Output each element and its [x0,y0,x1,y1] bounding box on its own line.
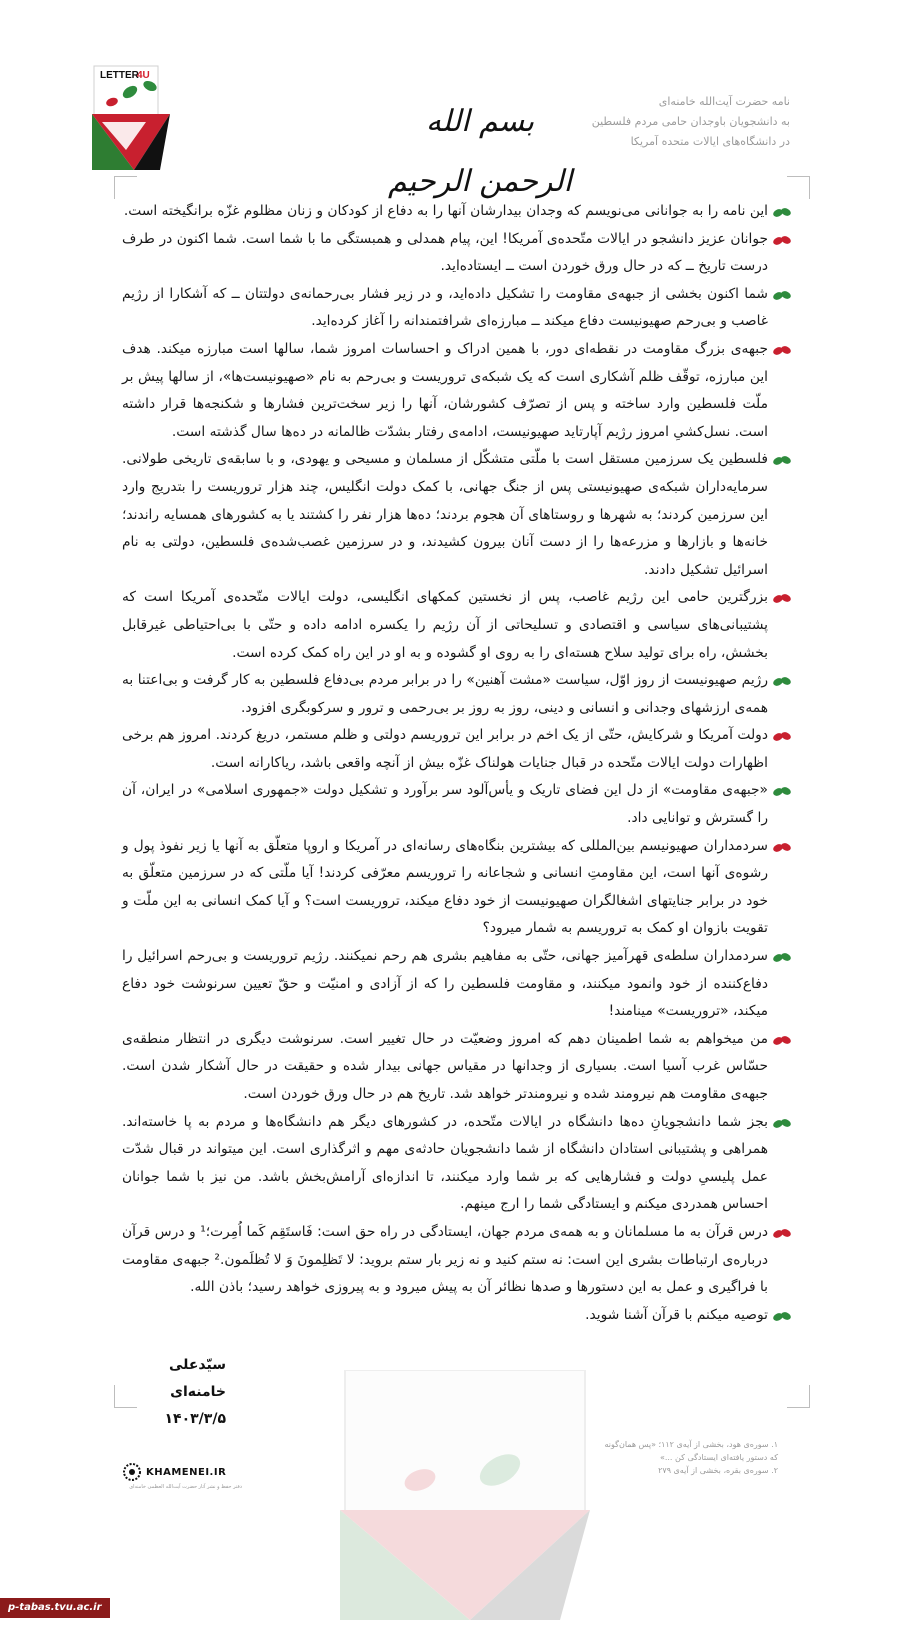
green-leaf-icon [772,675,792,687]
red-leaf-icon [772,344,792,356]
letter-paragraph [122,281,792,336]
green-leaf-icon [772,206,792,218]
letter-paragraph [122,833,792,943]
khamenei-ir-logo [122,1460,242,1484]
paragraph-text: جوانان عزیز دانشجو در ایالات متّحده‌ی آمریکا! این، پیام همدلی و همبستگی ما با شما است. شما اکنون در طرف درست تاریخ ــ که در حال ورق خوردن است ــ ایستاده‌اید. [122,230,768,275]
paragraph-text: فلسطین یک سرزمین مستقل است با ملّتی متشکّل از مسلمان و مسیحی و یهودی، و با سابقه‌ی تاریخی طولانی. سرمایه‌داران شبکه‌ی صهیونیستی پس از جنگ جهانی، با کمک دولت انگلیس، چند هزار تروریست را بتدریج وارد این سرزمین کردند؛ به شهرها و روستاهای آن هجوم بردند؛ ده‌ها هزار نفر را کشتند یا به کشورهای همسایه راندند؛ خانه‌ها و بازارها و مزرعه‌ها را از دست آنان بیرون کشیدند، و در سرزمین غصب‌شده‌ی فلسطین، دولتی به نام اسرائیل تشکیل دادند. [122,451,768,578]
logo-letter-text: LETTER [100,70,139,81]
signature-name: سیّدعلی خامنه‌ای [168,1357,226,1400]
signature-date: ۱۴۰۳/۳/۵ [164,1411,226,1427]
red-leaf-icon [772,1034,792,1046]
letter-paragraph [122,584,792,667]
paragraph-text: بجز شما دانشجویانِ ده‌ها دانشگاه در ایالات متّحده، در کشورهای دیگر هم دانشگاه‌ها و مردم به پا خاسته‌اند. همراهی و پشتیبانی استادان دانشگاه از شما دانشجویان حادثه‌ی مهم و اثرگذاری است. این میتواند در قبال شدّت عمل پلیسیِ دولت و فشارهایی که بر شما وارد میکنند، تا اندازه‌ای آرامش‌بخش باشد. من نیز با شما جوانان احساس همدردی میکنم و ایستادگی شما را ارج مینهم. [122,1113,768,1213]
letter-paragraph [122,336,792,446]
letter-paragraph [122,777,792,832]
site-url-label[interactable]: p-tabas.tvu.ac.ir [0,1598,110,1618]
paragraph-text: درس قرآن به ما مسلمانان و به همه‌ی مردم جهان، ایستادگی در راه حق است: فَاستَقِم کَما اُمِرت؛¹ و درس قرآن درباره‌ی ارتباطات بشری این است: نه ستم کنید و نه زیر بار ستم بروید: لا تَظلِمونَ وَ لا تُظلَمون.² جبهه‌ی مقاومت با فراگیری و عمل به این دستورها و صدها نظائر آن به پیش میرود و به پیروزی خواهد رسید؛ باذن الله. [122,1223,768,1296]
paragraph-text: سردمداران صهیونیسم بین‌المللی که بیشترین بنگاه‌های رسانه‌ای در آمریکا و اروپا متعلّق به آنها یا زیر نفوذ پول و رشوه‌ی آنها است، این مقاومتِ انسانی و شجاعانه را تروریسم معرّفی کردند! آیا ملّتی که در سرزمین متعلّق به خود در برابر جنایتهای اشغالگران صهیونیست از خود دفاع میکند، تروریست است؟ و آیا کمک انسانی به این ملّت و تقویت بازوان او کمک به تروریسم به شمار میرود؟ [122,837,768,937]
green-leaf-icon [772,785,792,797]
paragraph-text: دولت آمریکا و شرکایش، حتّی از یک اخم در برابر این تروریسم دولتی و ظلم مستمر، دریغ کردند. امروز هم برخی اظهارات دولت ایالات متّحده در قبال جنایات هولناک غزّه بیش از آنچه واقعی باشد، ریاکارانه است. [122,727,768,771]
caption-line: به دانشجویان باوجدان حامی مردم فلسطین [591,115,790,128]
frame-corner-bottom-right [787,1385,810,1408]
green-leaf-icon [772,289,792,301]
footnote-line: ۱. سوره‌ی هود، بخشی از آیه‌ی ۱۱۲؛ «پس همان‌گونه [604,1440,778,1449]
letter-paragraph [122,1219,792,1302]
paragraph-text: «جبهه‌ی مقاومت» از دل این فضای تاریک و یأس‌آلود سر برآورد و تشکیل دولت «جمهوری اسلامی» در ایران، آن را گسترش و توانایی داد. [122,782,768,827]
paragraph-text: سردمداران سلطه‌ی قهرآمیز جهانی، حتّی به مفاهیم بشری هم رحم نمیکنند. رژیم تروریست و بی‌رحم اسرائیل را دفاع‌کننده از خود وانمود میکنند، و مقاومت فلسطین را که از آزادی و امنیّت و حقّ تعیین سرنوشت خود دفاع میکند، «تروریست» مینامند! [122,948,768,1020]
watermark-logo [300,1370,630,1620]
brand-emblem-icon [122,1462,142,1482]
letter-paragraph [122,943,792,1026]
letter-paragraph [122,667,792,722]
letter-paragraph [122,198,792,226]
paragraph-text: این نامه را به جوانانی می‌نویسم که وجدان بیدارشان آنها را به دفاع از کودکان و زنان مظلوم غزّه برانگیخته است. [123,203,768,219]
paragraph-text: بزرگترین حامی این رژیم غاصب، پس از نخستین کمکهای انگلیسی، دولت ایالات متّحده‌ی آمریکا است که پشتیبانی‌های سیاسی و اقتصادی و تسلیحاتی از آن رژیم را یکسره ادامه داده و حتّی با بی‌احتیاطی غیرقابل بخشش، راه برای تولید سلاح هسته‌ای را به روی او گشوده و به او در این راه کمک کرده است. [122,589,768,661]
frame-corner-top-right [787,176,810,199]
red-leaf-icon [772,592,792,604]
basmala-calligraphy: بسم الله الرحمن الرحیم [388,104,572,199]
letter-paragraph [122,446,792,584]
letter-paragraph [122,1302,792,1330]
signature-block [116,1352,226,1433]
paragraph-text: جبهه‌ی بزرگ مقاومت در نقطه‌ای دور، با همین ادراک و احساسات امروز شما، سالها است مبارزه میکند. هدف این مبارزه، توقّف ظلم آشکاری است که یک شبکه‌ی تروریست و بی‌رحم به نام «صهیونیست‌ها»، از سالها پیش بر ملّت فلسطین وارد ساخته و پس از تصرّف کشورشان، آنها را زیر سخت‌ترین فشارها و شکنجه‌ها قرار داشته است. نسل‌کشیِ امروز رژیم آپارتاید صهیونیست، ادامه‌ی رفتار بشدّت ظالمانه در ده‌ها سال گذشته است. [122,340,768,440]
frame-corner-top-left [114,176,137,199]
green-leaf-icon [772,1310,792,1322]
letter-paragraph [122,722,792,777]
caption-line: نامه حضرت آیت‌الله خامنه‌ای [658,95,790,108]
letter4u-logo [82,62,182,172]
letter-paragraph [122,1109,792,1219]
green-leaf-icon [772,1117,792,1129]
paragraph-text: شما اکنون بخشی از جبهه‌ی مقاومت را تشکیل داده‌اید، و در زیر فشار بی‌رحمانه‌ی دولتتان ــ که آشکارا از رژیم غاصب و بی‌رحم صهیونیست دفاع میکند ــ مبارزه‌ای شرافتمندانه را آغاز کرده‌اید. [122,285,768,330]
brand-subtitle: دفتر حفظ و نشر آثار حضرت آیت‌الله العظمی خامنه‌ای [129,1484,242,1490]
footnote-line: که دستور یافته‌ای ایستادگی کن ...» [659,1453,778,1462]
green-leaf-icon [772,951,792,963]
footnotes [578,1438,778,1477]
letter-paragraph [122,1026,792,1109]
caption-line: در دانشگاه‌های ایالات متحده آمریکا [630,135,790,148]
brand-name: KHAMENEI.IR [146,1466,227,1478]
paragraph-text: توصیه میکنم با قرآن آشنا شوید. [585,1306,768,1323]
paragraph-text: رژیم صهیونیست از روز اوّل، سیاست «مشت آهنین» را در برابر مردم بی‌دفاع فلسطین به کار گرفت و بی‌اعتنا به همه‌ی ارزشهای وجدانی و انسانی و دینی، روز به روز بر بی‌رحمی و ترور و سرکوبگری افزود. [122,672,768,716]
letter-body [122,198,792,1329]
red-leaf-icon [772,841,792,853]
red-leaf-icon [772,234,792,246]
header-caption [560,92,790,152]
paragraph-text: من میخواهم به شما اطمینان دهم که امروز وضعیّت در حال تغییر است. سرنوشت دیگری در انتظار منطقه‌ی حسّاس غرب آسیا است. بسیاری از وجدانها در مقیاس جهانی بیدار شده و حقیقت در حال آشکار شدن است. جبهه‌ی مقاومت هم نیرومند شده و نیرومندتر خواهد شد. تاریخ هم در حال ورق خوردن است. [122,1030,768,1102]
red-leaf-icon [772,1227,792,1239]
footnote-line: ۲. سوره‌ی بقره، بخشی از آیه‌ی ۲۷۹ [658,1466,778,1475]
red-leaf-icon [772,730,792,742]
logo-accent-text: 4U [137,70,150,81]
letter-paragraph [122,226,792,281]
green-leaf-icon [772,454,792,466]
